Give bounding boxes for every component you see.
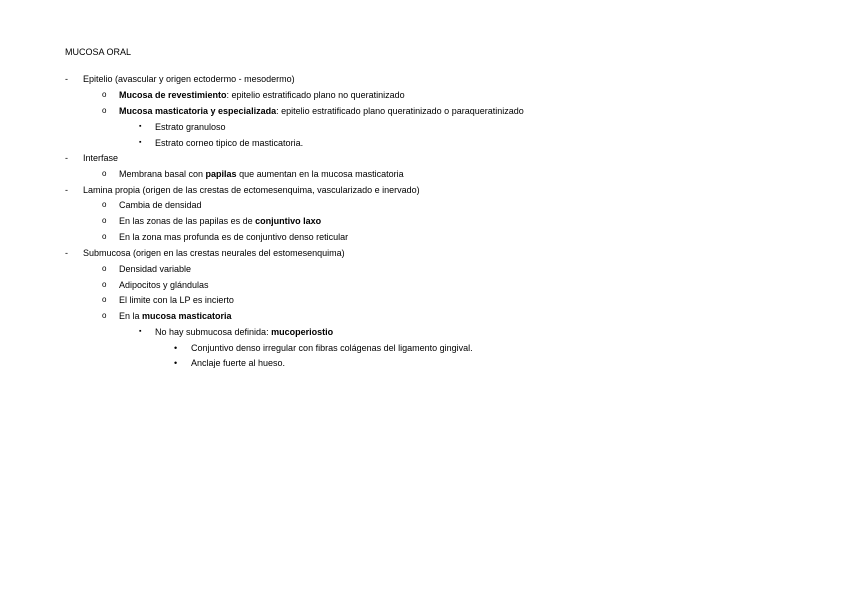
text-membrana-post: que aumentan en la mucosa masticatoria [236, 169, 404, 179]
text-papilas-pre: En las zonas de las papilas es de [119, 216, 256, 226]
list-item-epitelio: Epitelio (avascular y origen ectodermo - mesodermo) [83, 74, 295, 84]
circle-marker: o [102, 216, 107, 225]
text-masticatoria: : epitelio estratificado plano queratinizado o paraqueratinizado [276, 106, 524, 116]
circle-marker: o [102, 106, 107, 115]
dash-marker: - [65, 74, 68, 84]
list-item-no-hay-submucosa [155, 326, 333, 338]
document-title: MUCOSA ORAL [65, 47, 132, 57]
circle-marker: o [102, 280, 107, 289]
list-item-granuloso: Estrato granuloso [155, 122, 226, 132]
text-membrana-pre: Membrana basal con [119, 169, 206, 179]
circle-marker: o [102, 295, 107, 304]
bullet-marker: • [174, 343, 178, 353]
term-mucosa-masticatoria: mucosa masticatoria [142, 311, 232, 321]
list-item-conjuntivo-denso: Conjuntivo denso irregular con fibras colágenas del ligamento gingival. [191, 343, 473, 353]
circle-marker: o [102, 232, 107, 241]
list-item-masticatoria [119, 105, 524, 117]
list-item-submucosa: Submucosa (origen en las crestas neurales del estomesenquima) [83, 248, 345, 258]
term-papilas: papilas [205, 169, 237, 179]
circle-marker: o [102, 169, 107, 178]
list-item-revestimiento [119, 89, 405, 101]
bullet-marker: • [174, 358, 178, 368]
dash-marker: - [65, 153, 68, 163]
text-nohay-pre: No hay submucosa definida: [155, 327, 272, 337]
list-item-en-la-mucosa [119, 310, 232, 322]
dash-marker: - [65, 248, 68, 258]
list-item-interfase: Interfase [83, 153, 119, 163]
list-item-anclaje: Anclaje fuerte al hueso. [191, 358, 286, 368]
list-item-limite: El limite con la LP es incierto [119, 295, 234, 305]
dash-marker: - [65, 185, 68, 195]
list-item-densidad-cambia: Cambia de densidad [119, 200, 202, 210]
square-marker: ▪ [139, 123, 142, 130]
circle-marker: o [102, 90, 107, 99]
list-item-densidad-variable: Densidad variable [119, 264, 192, 274]
term-mucoperiostio: mucoperiostio [271, 327, 334, 337]
list-item-papilas [119, 215, 321, 227]
term-masticatoria: Mucosa masticatoria y especializada [119, 106, 277, 116]
list-item-lamina: Lamina propia (origen de las crestas de ectomesenquima, vascularizado e inervado) [83, 185, 420, 195]
term-conjuntivo-laxo: conjuntivo laxo [255, 216, 322, 226]
term-revestimiento: Mucosa de revestimiento [119, 90, 227, 100]
circle-marker: o [102, 311, 107, 320]
list-item-corneo: Estrato corneo tipico de masticatoria. [155, 138, 304, 148]
list-item-membrana [119, 168, 404, 180]
circle-marker: o [102, 264, 107, 273]
text-revestimiento: : epitelio estratificado plano no queratinizado [226, 90, 405, 100]
circle-marker: o [102, 200, 107, 209]
square-marker: ▪ [139, 328, 142, 335]
text-enla-pre: En la [119, 311, 143, 321]
list-item-profunda: En la zona mas profunda es de conjuntivo denso reticular [119, 232, 349, 242]
list-item-adipocitos: Adipocitos y glándulas [119, 280, 209, 290]
square-marker: ▪ [139, 139, 142, 146]
